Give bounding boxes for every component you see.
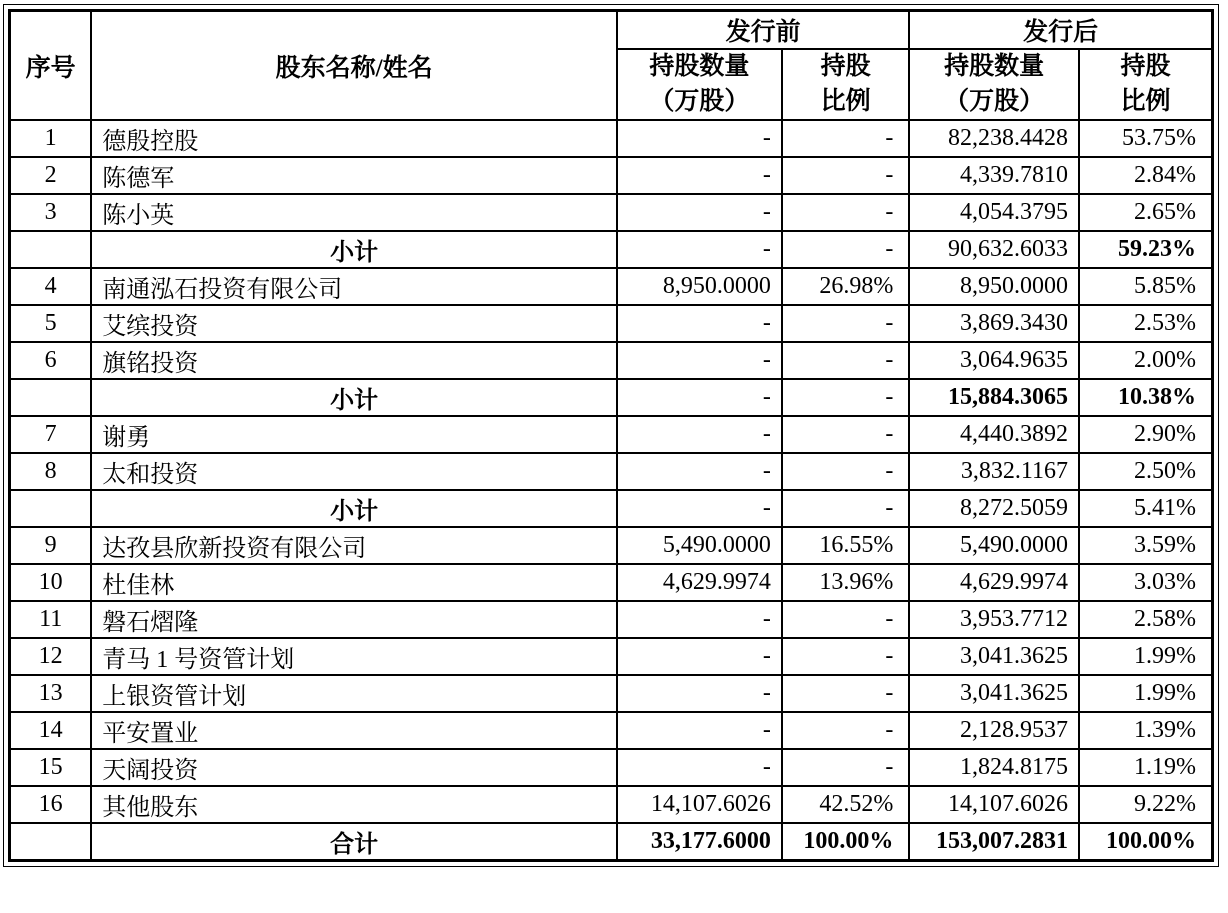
cell-serial: 9 <box>10 527 92 564</box>
cell-shareholder-name: 青马 1 号资管计划 <box>91 638 617 675</box>
header-shareholder-name: 股东名称/姓名 <box>91 11 617 121</box>
cell-post-qty: 15,884.3065 <box>909 379 1079 416</box>
table-row <box>10 527 1213 564</box>
cell-serial <box>10 490 92 527</box>
cell-serial: 1 <box>10 120 92 157</box>
cell-post-qty: 153,007.2831 <box>909 823 1079 861</box>
header-pre-pct-line2: 比例 <box>820 87 871 115</box>
cell-shareholder-name: 谢勇 <box>91 416 617 453</box>
header-post-qty <box>909 49 1079 120</box>
cell-serial: 8 <box>10 453 92 490</box>
cell-pre-pct: - <box>782 342 910 379</box>
cell-pre-qty: 8,950.0000 <box>617 268 782 305</box>
cell-pre-pct: - <box>782 453 910 490</box>
cell-post-qty: 4,629.9974 <box>909 564 1079 601</box>
cell-post-pct: 9.22% <box>1079 786 1213 823</box>
cell-pre-qty: 14,107.6026 <box>617 786 782 823</box>
cell-post-pct: 1.99% <box>1079 638 1213 675</box>
cell-post-pct: 2.90% <box>1079 416 1213 453</box>
table-row <box>10 194 1213 231</box>
table-row <box>10 453 1213 490</box>
table-row <box>10 416 1213 453</box>
cell-pre-qty: - <box>617 749 782 786</box>
table-row <box>10 786 1213 823</box>
cell-post-qty: 3,064.9635 <box>909 342 1079 379</box>
header-post-pct <box>1079 49 1213 120</box>
cell-shareholder-name: 小计 <box>91 379 617 416</box>
cell-pre-pct: - <box>782 120 910 157</box>
cell-pre-pct: - <box>782 194 910 231</box>
header-pre-pct <box>782 49 910 120</box>
cell-pre-qty: - <box>617 157 782 194</box>
cell-post-qty: 3,832.1167 <box>909 453 1079 490</box>
header-pre-qty-line2: （万股） <box>649 87 750 115</box>
cell-serial: 11 <box>10 601 92 638</box>
header-post-pct-line2: 比例 <box>1120 87 1171 115</box>
cell-shareholder-name: 陈德军 <box>91 157 617 194</box>
cell-serial <box>10 231 92 268</box>
cell-post-qty: 3,953.7712 <box>909 601 1079 638</box>
cell-pre-qty: - <box>617 490 782 527</box>
cell-pre-pct: - <box>782 157 910 194</box>
header-post-pct-line1: 持股 <box>1120 53 1171 80</box>
table-row <box>10 749 1213 786</box>
cell-post-pct: 5.41% <box>1079 490 1213 527</box>
header-pre-qty <box>617 49 782 120</box>
cell-pre-pct: - <box>782 416 910 453</box>
table-row <box>10 675 1213 712</box>
cell-pre-pct: 16.55% <box>782 527 910 564</box>
cell-pre-qty: - <box>617 675 782 712</box>
cell-shareholder-name: 旗铭投资 <box>91 342 617 379</box>
cell-post-pct: 2.65% <box>1079 194 1213 231</box>
cell-serial: 5 <box>10 305 92 342</box>
table-row <box>10 342 1213 379</box>
cell-post-pct: 3.03% <box>1079 564 1213 601</box>
cell-post-pct: 2.50% <box>1079 453 1213 490</box>
cell-post-pct: 53.75% <box>1079 120 1213 157</box>
cell-shareholder-name: 南通泓石投资有限公司 <box>91 268 617 305</box>
cell-post-pct: 5.85% <box>1079 268 1213 305</box>
header-post-qty-line2: （万股） <box>944 87 1045 115</box>
cell-serial: 2 <box>10 157 92 194</box>
table-row <box>10 638 1213 675</box>
cell-post-qty: 90,632.6033 <box>909 231 1079 268</box>
cell-pre-qty: 5,490.0000 <box>617 527 782 564</box>
cell-shareholder-name: 陈小英 <box>91 194 617 231</box>
cell-pre-pct: - <box>782 490 910 527</box>
header-serial: 序号 <box>10 11 92 121</box>
cell-serial <box>10 823 92 861</box>
cell-serial: 15 <box>10 749 92 786</box>
cell-pre-qty: - <box>617 712 782 749</box>
cell-post-qty: 3,041.3625 <box>909 675 1079 712</box>
cell-pre-pct: - <box>782 749 910 786</box>
cell-pre-pct: - <box>782 379 910 416</box>
cell-pre-qty: - <box>617 231 782 268</box>
table-row <box>10 120 1213 157</box>
cell-shareholder-name: 上银资管计划 <box>91 675 617 712</box>
cell-post-qty: 1,824.8175 <box>909 749 1079 786</box>
table-row <box>10 157 1213 194</box>
cell-post-qty: 3,041.3625 <box>909 638 1079 675</box>
cell-pre-pct: - <box>782 231 910 268</box>
cell-serial: 7 <box>10 416 92 453</box>
cell-pre-pct: 100.00% <box>782 823 910 861</box>
cell-shareholder-name: 磐石熠隆 <box>91 601 617 638</box>
cell-serial <box>10 379 92 416</box>
cell-pre-qty: 33,177.6000 <box>617 823 782 861</box>
cell-serial: 6 <box>10 342 92 379</box>
cell-post-qty: 82,238.4428 <box>909 120 1079 157</box>
cell-post-qty: 4,054.3795 <box>909 194 1079 231</box>
header-post-qty-line1: 持股数量 <box>944 53 1045 80</box>
table-row <box>10 268 1213 305</box>
cell-post-qty: 14,107.6026 <box>909 786 1079 823</box>
cell-shareholder-name: 艾缤投资 <box>91 305 617 342</box>
cell-pre-qty: - <box>617 416 782 453</box>
cell-serial: 16 <box>10 786 92 823</box>
cell-pre-pct: - <box>782 601 910 638</box>
cell-post-pct: 1.39% <box>1079 712 1213 749</box>
cell-pre-qty: 4,629.9974 <box>617 564 782 601</box>
cell-post-qty: 4,440.3892 <box>909 416 1079 453</box>
cell-post-pct: 1.19% <box>1079 749 1213 786</box>
header-group-post-issuance: 发行后 <box>909 11 1212 50</box>
cell-shareholder-name: 小计 <box>91 490 617 527</box>
shareholding-table-frame <box>3 4 1219 867</box>
header-group-row <box>10 11 1213 50</box>
cell-post-pct: 10.38% <box>1079 379 1213 416</box>
cell-post-pct: 3.59% <box>1079 527 1213 564</box>
cell-post-pct: 2.84% <box>1079 157 1213 194</box>
header-group-pre-issuance: 发行前 <box>617 11 909 50</box>
shareholding-table <box>8 9 1214 862</box>
cell-pre-qty: - <box>617 194 782 231</box>
cell-post-pct: 100.00% <box>1079 823 1213 861</box>
cell-pre-pct: 13.96% <box>782 564 910 601</box>
cell-pre-pct: - <box>782 675 910 712</box>
cell-serial: 13 <box>10 675 92 712</box>
table-header <box>10 11 1213 121</box>
total-row <box>10 823 1213 861</box>
table-row <box>10 601 1213 638</box>
cell-pre-qty: - <box>617 453 782 490</box>
header-pre-pct-line1: 持股 <box>820 53 871 80</box>
subtotal-row <box>10 231 1213 268</box>
cell-shareholder-name: 杜佳林 <box>91 564 617 601</box>
cell-shareholder-name: 其他股东 <box>91 786 617 823</box>
cell-shareholder-name: 平安置业 <box>91 712 617 749</box>
cell-post-pct: 1.99% <box>1079 675 1213 712</box>
cell-shareholder-name: 小计 <box>91 231 617 268</box>
header-pre-qty-line1: 持股数量 <box>649 53 750 80</box>
cell-post-qty: 2,128.9537 <box>909 712 1079 749</box>
cell-serial: 12 <box>10 638 92 675</box>
cell-pre-pct: - <box>782 305 910 342</box>
cell-post-pct: 2.58% <box>1079 601 1213 638</box>
cell-pre-pct: 26.98% <box>782 268 910 305</box>
subtotal-row <box>10 490 1213 527</box>
cell-post-qty: 8,950.0000 <box>909 268 1079 305</box>
cell-serial: 10 <box>10 564 92 601</box>
cell-shareholder-name: 达孜县欣新投资有限公司 <box>91 527 617 564</box>
cell-post-qty: 3,869.3430 <box>909 305 1079 342</box>
cell-pre-qty: - <box>617 120 782 157</box>
cell-serial: 14 <box>10 712 92 749</box>
cell-post-pct: 59.23% <box>1079 231 1213 268</box>
subtotal-row <box>10 379 1213 416</box>
cell-pre-qty: - <box>617 601 782 638</box>
cell-pre-pct: - <box>782 638 910 675</box>
table-row <box>10 564 1213 601</box>
cell-post-pct: 2.00% <box>1079 342 1213 379</box>
table-row <box>10 712 1213 749</box>
cell-pre-qty: - <box>617 342 782 379</box>
cell-shareholder-name: 德殷控股 <box>91 120 617 157</box>
cell-shareholder-name: 合计 <box>91 823 617 861</box>
cell-shareholder-name: 太和投资 <box>91 453 617 490</box>
cell-post-qty: 5,490.0000 <box>909 527 1079 564</box>
cell-shareholder-name: 天阔投资 <box>91 749 617 786</box>
cell-pre-pct: 42.52% <box>782 786 910 823</box>
cell-pre-qty: - <box>617 638 782 675</box>
cell-pre-qty: - <box>617 305 782 342</box>
cell-serial: 3 <box>10 194 92 231</box>
table-row <box>10 305 1213 342</box>
cell-serial: 4 <box>10 268 92 305</box>
cell-post-pct: 2.53% <box>1079 305 1213 342</box>
cell-pre-pct: - <box>782 712 910 749</box>
cell-post-qty: 4,339.7810 <box>909 157 1079 194</box>
cell-pre-qty: - <box>617 379 782 416</box>
table-body <box>10 120 1213 861</box>
cell-post-qty: 8,272.5059 <box>909 490 1079 527</box>
